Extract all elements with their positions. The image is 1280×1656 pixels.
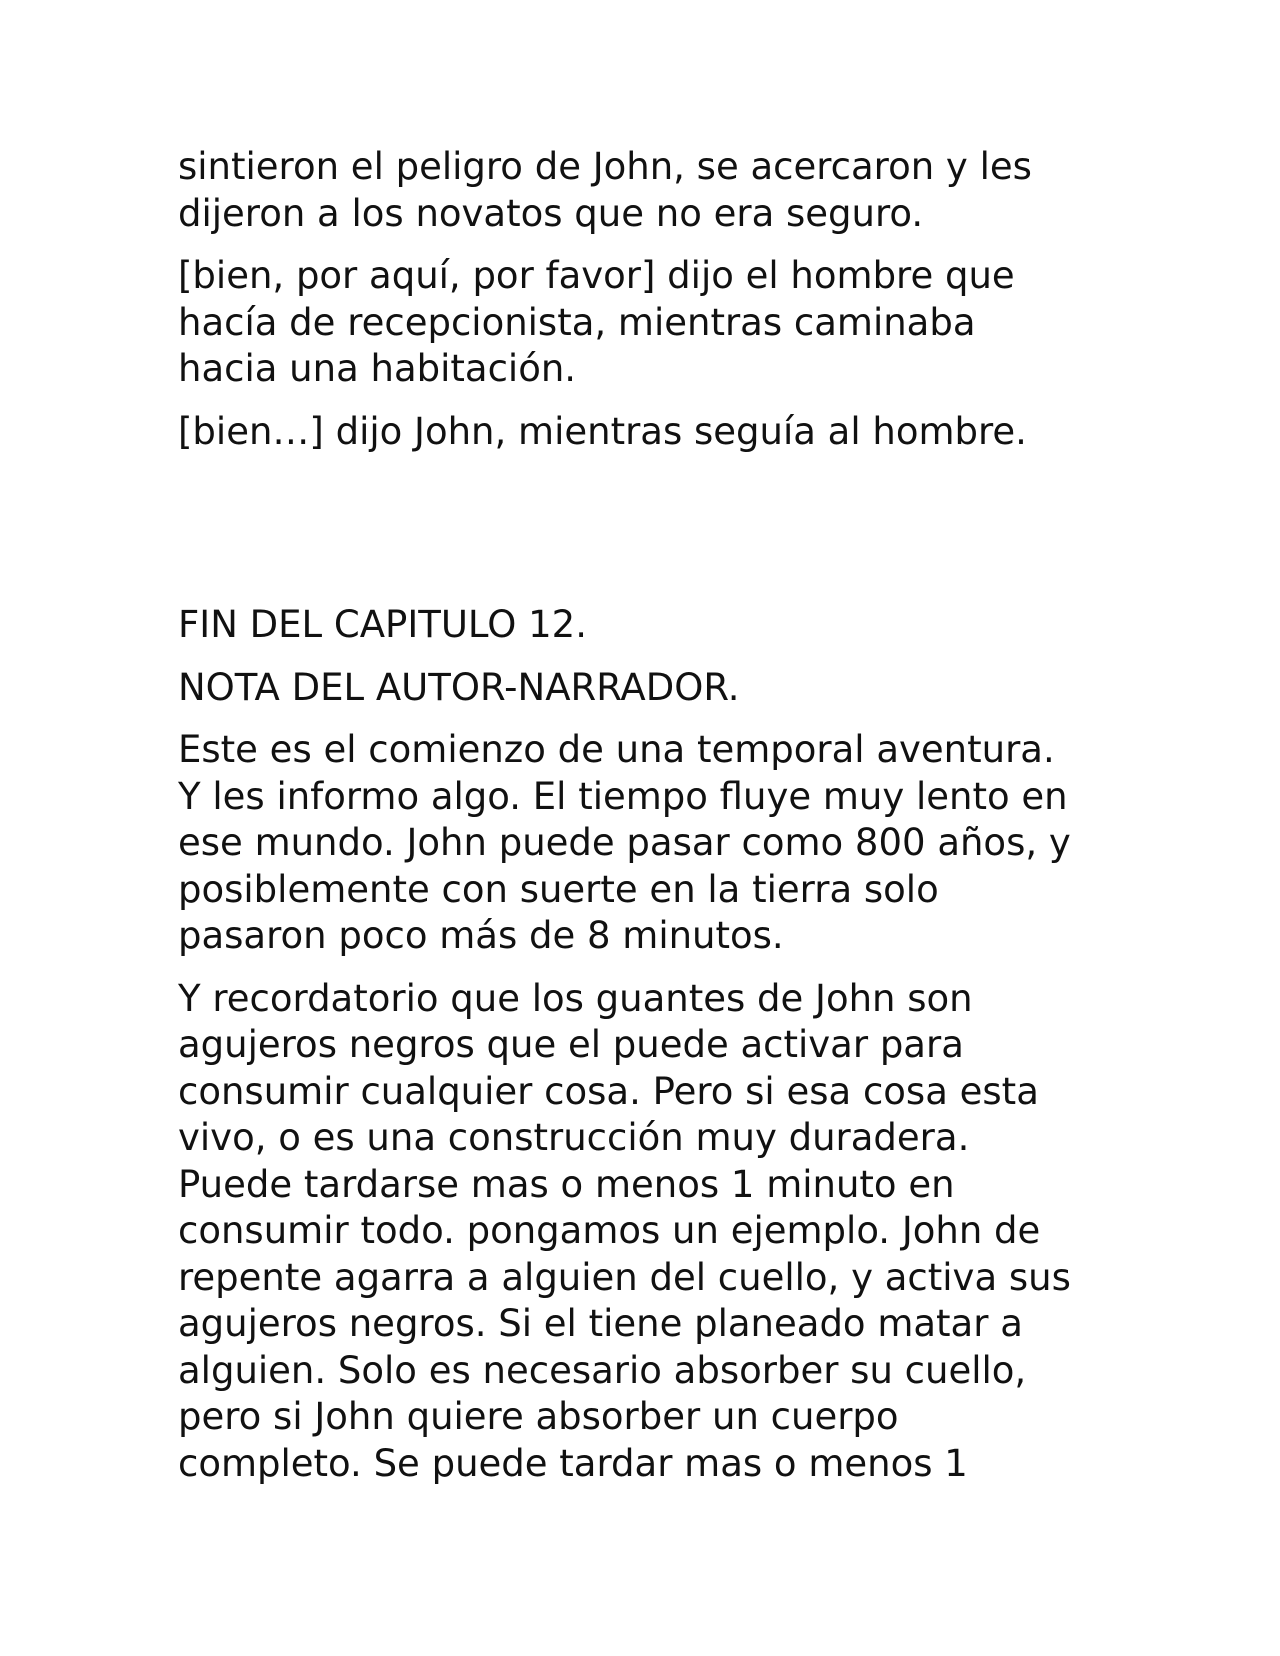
paragraph-5: Y recordatorio que los guantes de John son agujeros negros que el puede activar para consumir cualquier cosa. Pero si esa cosa esta vivo, o es una construcción muy duradera. Puede tardarse mas o menos 1 minuto en consumir todo. pongamos un ejemplo. John de repente agarra a alguien del cuello, y activa sus agujeros negros. Si el tiene planeado matar a alguien. Solo es necesario absorber su cuello, pero si John quiere absorber un cuerpo completo. Se puede tardar mas o menos 1 [178,976,1071,1485]
paragraph-2: [bien, por aquí, por favor] dijo el hombre que hacía de recepcionista, mientras caminaba hacia una habitación. [178,254,1015,390]
blank-gap [178,471,1098,602]
document-page [178,144,1098,1503]
paragraph-3: [bien…] dijo John, mientras seguía al hombre. [178,409,1027,453]
chapter-end-line: FIN DEL CAPITULO 12. [178,603,587,646]
paragraph-1: sintieron el peligro de John, se acercaron y les dijeron a los novatos que no era seguro. [178,145,1032,235]
author-note-heading: NOTA DEL AUTOR-NARRADOR. [178,665,740,709]
paragraph-4: Este es el comienzo de una temporal aventura. Y les informo algo. El tiempo fluye muy lento en ese mundo. John puede pasar como 800 años, y posiblemente con suerte en la tierra solo pasaron poco más de 8 minutos. [178,728,1071,957]
